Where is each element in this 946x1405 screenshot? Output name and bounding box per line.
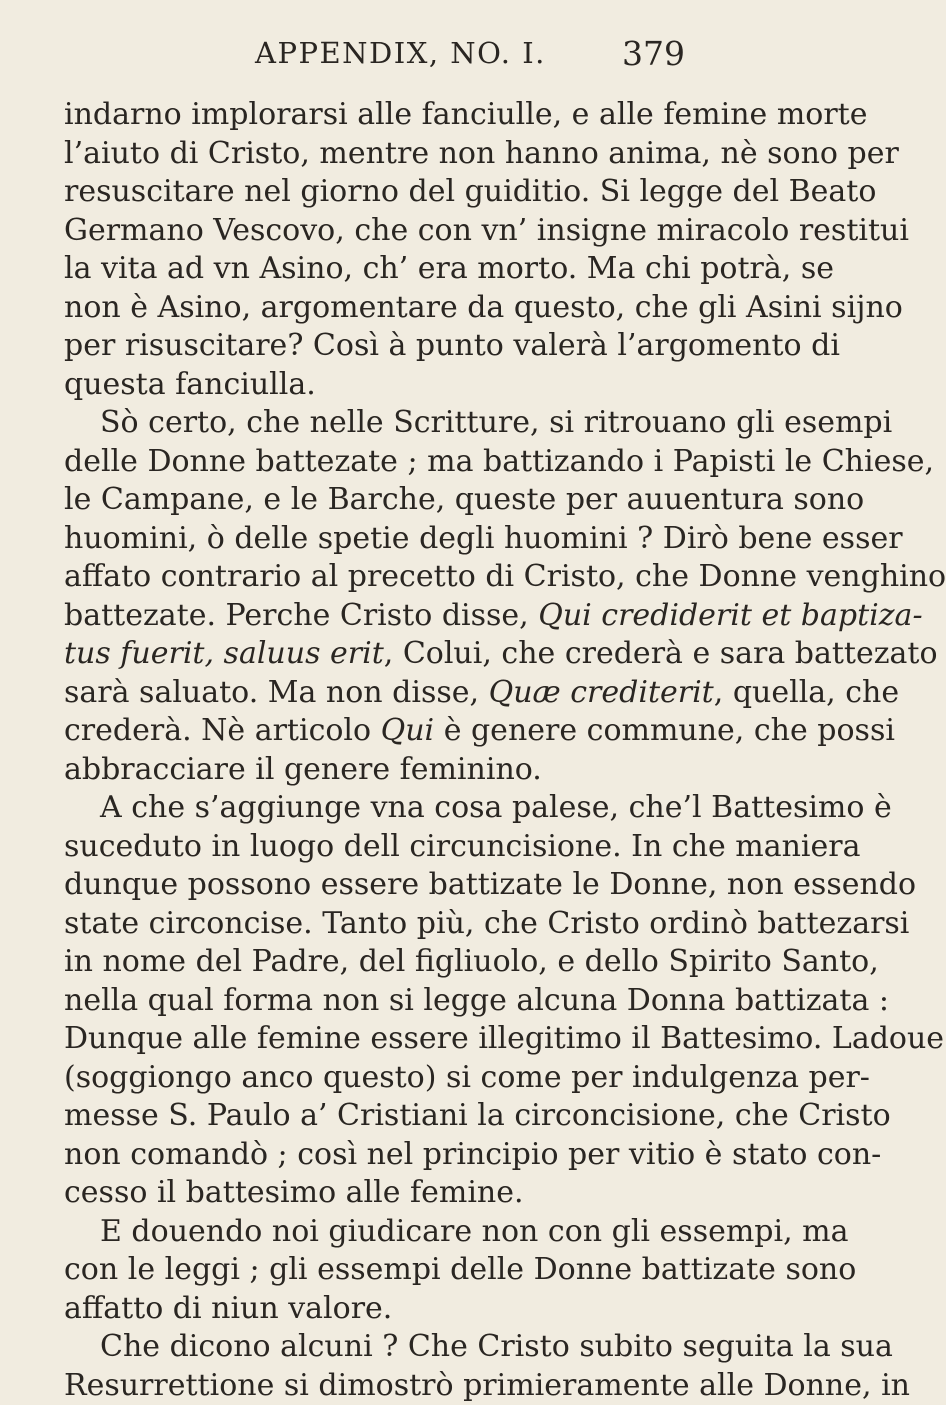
text-line: Dunque alle femine essere illegitimo il Battesimo. Ladoue [64, 1020, 769, 1059]
text-line: Sò certo, che nelle Scritture, si ritrouano gli esempi [64, 404, 769, 443]
text-line: affato contrario al precetto di Cristo, che Donne venghino [64, 558, 769, 597]
text-line: affatto di niun valore. [64, 1290, 769, 1329]
text-line: battezate. Perche Cristo disse, Qui crediderit et baptiza- [64, 597, 769, 636]
text-line: per risuscitare? Così à punto valerà l’argomento di [64, 327, 769, 366]
text-line: messe S. Paulo a’ Cristiani la circoncisione, che Cristo [64, 1097, 769, 1136]
text-line: delle Donne battezate ; ma battizando i Papisti le Chiese, [64, 443, 769, 482]
text-line: (soggiongo anco questo) si come per indulgenza per- [64, 1059, 769, 1098]
text-line: con le leggi ; gli essempi delle Donne battizate sono [64, 1251, 769, 1290]
text-line: E douendo noi giudicare non con gli essempi, ma [64, 1213, 769, 1252]
text-line: sarà saluato. Ma non disse, Quæ crediterit, quella, che [64, 674, 769, 713]
text-line: tus fuerit, saluus erit, Colui, che crederà e sara battezato [64, 635, 769, 674]
text-line: dunque possono essere battizate le Donne, non essendo [64, 866, 769, 905]
text-line: state circoncise. Tanto più, che Cristo ordinò battezarsi [64, 905, 769, 944]
text-line: suceduto in luogo dell circuncisione. In che maniera [64, 828, 769, 867]
text-line: non è Asino, argomentare da questo, che gli Asini sijno [64, 289, 769, 328]
text-line: non comandò ; così nel principio per vitio è stato con- [64, 1136, 769, 1175]
body-text [64, 96, 769, 1405]
text-line: l’aiuto di Cristo, mentre non hanno anima, nè sono per [64, 135, 769, 174]
text-line: A che s’aggiunge vna cosa palese, che’l Battesimo è [64, 789, 769, 828]
text-line: cesso il battesimo alle femine. [64, 1174, 769, 1213]
text-line: Che dicono alcuni ? Che Cristo subito seguita la sua [64, 1328, 769, 1367]
page-number: 379 [622, 34, 685, 73]
text-line: questa fanciulla. [64, 366, 769, 405]
text-line: huomini, ò delle spetie degli huomini ? Dirò bene esser [64, 520, 769, 559]
text-line: abbracciare il genere feminino. [64, 751, 769, 790]
text-line: le Campane, e le Barche, queste per auuentura sono [64, 481, 769, 520]
text-line: resuscitare nel giorno del guiditio. Si legge del Beato [64, 173, 769, 212]
text-line: Germano Vescovo, che con vn’ insigne miracolo restitui [64, 212, 769, 251]
text-line: in nome del Padre, del figliuolo, e dello Spirito Santo, [64, 943, 769, 982]
running-title: APPENDIX, NO. I. [255, 36, 546, 70]
text-line: Resurrettione si dimostrò primieramente alle Donne, in [64, 1367, 769, 1405]
running-head [255, 34, 685, 74]
text-line: indarno implorarsi alle fanciulle, e alle femine morte [64, 96, 769, 135]
text-line: la vita ad vn Asino, ch’ era morto. Ma chi potrà, se [64, 250, 769, 289]
text-line: nella qual forma non si legge alcuna Donna battizata : [64, 982, 769, 1021]
text-line: crederà. Nè articolo Qui è genere commune, che possi [64, 712, 769, 751]
